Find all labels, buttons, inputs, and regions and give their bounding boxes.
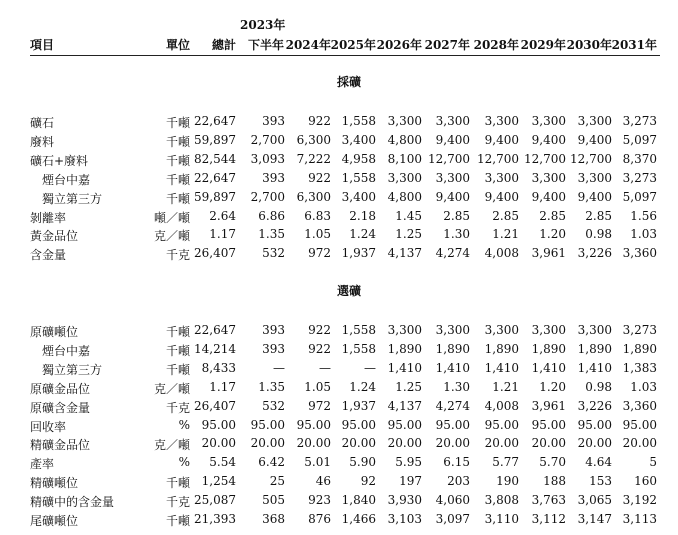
table-cell: 3,192 [622, 493, 657, 508]
table-cell: 1.56 [630, 208, 657, 223]
table-cell: 7,222 [296, 151, 331, 166]
table-cell: 26,407 [194, 246, 236, 261]
table-cell: 3,961 [531, 246, 566, 261]
table-cell: 9,400 [531, 189, 566, 204]
row-unit: 千噸 [165, 325, 190, 339]
table-cell: 46 [315, 474, 331, 489]
table-cell: 22,647 [194, 114, 236, 128]
table-cell: — [319, 360, 331, 375]
table-cell: 1.05 [304, 379, 331, 394]
header-total: 總計 [211, 38, 236, 52]
table-cell: 6.15 [443, 455, 470, 470]
table-cell: 9,400 [577, 189, 612, 204]
table-cell: 922 [308, 170, 331, 185]
row-label: 煙台中嘉 [42, 343, 91, 358]
header-year: 2027年 [424, 38, 470, 52]
section-title: 採礦 [336, 75, 361, 89]
table-cell: 1,254 [201, 474, 236, 489]
table-cell: 1,558 [341, 341, 376, 356]
table-cell: 9,400 [531, 132, 566, 147]
table-cell: 95.00 [531, 417, 566, 432]
header-year: 2028年 [473, 38, 519, 52]
table-cell: 6,300 [296, 132, 331, 147]
header-year: 2026年 [376, 38, 422, 52]
table-cell: 9,400 [435, 189, 470, 204]
table-cell: 95.00 [435, 417, 470, 432]
row-label: 獨立第三方 [42, 362, 103, 377]
table-cell: 82,544 [194, 151, 236, 166]
table-cell: 1.21 [492, 227, 519, 242]
table-cell: 532 [262, 246, 285, 261]
table-cell: 20.00 [622, 436, 657, 451]
row-unit: 千克 [165, 400, 190, 415]
table-cell: 95.00 [250, 417, 285, 432]
table-cell: 1.17 [209, 227, 236, 242]
table-cell: 153 [589, 474, 612, 489]
table-cell: 6.86 [258, 208, 285, 223]
table-cell: 1.20 [539, 227, 566, 242]
header-year-prefix: 2023年 [240, 18, 286, 32]
table-cell: 6,300 [296, 189, 331, 204]
row-label: 尾礦噸位 [30, 514, 79, 528]
row-label: 回收率 [30, 419, 67, 434]
table-cell: 4,008 [484, 246, 519, 261]
table-cell: 1.25 [395, 379, 422, 394]
table-cell: 20.00 [201, 436, 236, 451]
table-cell: 3,273 [622, 323, 657, 337]
table-cell: 59,897 [194, 189, 236, 204]
row-unit: 千噸 [165, 514, 190, 528]
table-cell: 1,937 [341, 246, 376, 261]
table-cell: 3,300 [577, 114, 612, 128]
row-unit: 克／噸 [153, 229, 190, 244]
row-label: 煙台中嘉 [42, 172, 91, 187]
header-item: 項目 [30, 38, 55, 52]
row-unit: 千噸 [165, 343, 190, 358]
table-cell: 3,300 [531, 114, 566, 128]
table-cell: 3,113 [622, 512, 657, 526]
table-cell: 3,300 [531, 323, 566, 337]
table-cell: 3,300 [435, 114, 470, 128]
table-cell: 20.00 [341, 436, 376, 451]
header-year: 2025年 [330, 38, 376, 52]
table-cell: 22,647 [194, 323, 236, 337]
table-cell: 12,700 [477, 151, 519, 166]
row-label: 精礦中的含金量 [30, 495, 115, 510]
table-cell: 5.70 [539, 455, 566, 470]
table-cell: 972 [308, 398, 331, 413]
table-cell: 3,808 [484, 493, 519, 508]
row-unit: 噸／噸 [153, 210, 190, 225]
table-cell: 6.42 [258, 455, 285, 470]
table-cell: 22,647 [194, 170, 236, 185]
row-unit: 千噸 [165, 153, 190, 168]
table-cell: 26,407 [194, 398, 236, 413]
table-cell: 1,410 [435, 360, 470, 375]
table-cell: 1.25 [395, 227, 422, 242]
table-cell: 1,890 [531, 341, 566, 356]
table-cell: 1.05 [304, 227, 331, 242]
row-label: 產率 [30, 457, 55, 472]
table-cell: 3,300 [484, 114, 519, 128]
row-label: 含金量 [30, 248, 67, 263]
table-cell: 4,958 [341, 151, 376, 166]
table-cell: 4,800 [387, 189, 422, 204]
table-cell: 3,097 [435, 512, 470, 526]
table-cell: 3,300 [435, 323, 470, 337]
table-cell: 3,273 [622, 114, 657, 128]
table-cell: 5,097 [622, 132, 657, 147]
table-cell: 1,890 [387, 341, 422, 356]
table-cell: 1.21 [492, 379, 519, 394]
table-cell: 20.00 [296, 436, 331, 451]
table-cell: 3,930 [387, 493, 422, 508]
table-cell: 5.54 [209, 455, 236, 470]
row-unit: 千噸 [165, 134, 190, 149]
table-cell: 3,961 [531, 398, 566, 413]
row-label: 原礦噸位 [30, 325, 79, 339]
table-cell: 5.77 [492, 455, 519, 470]
table-cell: 5.95 [395, 455, 422, 470]
table-cell: 203 [447, 474, 470, 489]
table-cell: 3,103 [387, 512, 422, 526]
table-cell: 12,700 [428, 151, 470, 166]
table-cell: 1,890 [622, 341, 657, 356]
table-cell: 92 [360, 474, 376, 489]
table-cell: 1.30 [443, 379, 470, 394]
row-label: 獨立第三方 [42, 191, 103, 206]
table-cell: — [273, 360, 285, 375]
table-cell: 25 [269, 474, 285, 489]
row-label: 原礦金品位 [30, 381, 91, 396]
table-cell: 4.64 [585, 455, 612, 470]
section-title: 選礦 [336, 284, 361, 298]
table-cell: 1,410 [484, 360, 519, 375]
row-unit: 千噸 [165, 476, 190, 491]
table-cell: 4,060 [435, 493, 470, 508]
table-cell: 505 [262, 493, 285, 508]
table-cell: 95.00 [341, 417, 376, 432]
table-cell: 393 [262, 323, 285, 337]
table-cell: 1.03 [630, 227, 657, 242]
table-cell: 2,700 [250, 189, 285, 204]
table-cell: 1,890 [577, 341, 612, 356]
table-cell: 1.17 [209, 379, 236, 394]
table-cell: 95.00 [622, 417, 657, 432]
table-cell: 9,400 [484, 132, 519, 147]
table-cell: 3,065 [577, 493, 612, 508]
table-cell: 3,300 [484, 323, 519, 337]
table-cell: 8,433 [201, 360, 236, 375]
table-cell: 20.00 [387, 436, 422, 451]
row-label: 原礦含金量 [30, 400, 91, 415]
row-unit: 克／噸 [153, 438, 190, 453]
table-cell: 3,273 [622, 170, 657, 185]
table-cell: 4,274 [435, 246, 470, 261]
table-cell: 3,300 [387, 170, 422, 185]
table-cell: 5,097 [622, 189, 657, 204]
table-cell: 922 [308, 341, 331, 356]
table-cell: 5 [649, 455, 657, 470]
table-cell: 393 [262, 341, 285, 356]
table-cell: 2.64 [209, 208, 236, 223]
table-cell: 188 [543, 474, 566, 489]
table-cell: 1.03 [630, 379, 657, 394]
row-unit: 千噸 [165, 116, 190, 130]
table-cell: 1.24 [349, 227, 376, 242]
table-cell: 3,300 [387, 114, 422, 128]
table-cell: 1,558 [341, 170, 376, 185]
table-cell: 5.90 [349, 455, 376, 470]
table-cell: 3,360 [622, 246, 657, 261]
table-cell: 4,137 [387, 398, 422, 413]
table-cell: 3,226 [577, 246, 612, 261]
header-year: 2024年 [285, 38, 331, 52]
table-cell: 1,558 [341, 323, 376, 337]
table-cell: 14,214 [194, 341, 236, 356]
table-cell: 3,360 [622, 398, 657, 413]
table-cell: 9,400 [484, 189, 519, 204]
table-cell: 3,400 [341, 189, 376, 204]
row-label: 精礦噸位 [30, 476, 79, 491]
table-cell: 3,300 [387, 323, 422, 337]
header-2023: 下半年 [247, 38, 284, 52]
row-unit: 千克 [165, 248, 190, 263]
row-label: 廢料 [30, 134, 55, 149]
table-cell: 197 [399, 474, 422, 489]
row-unit: 千噸 [165, 191, 190, 206]
table-cell: 20.00 [484, 436, 519, 451]
table-cell: 1.24 [349, 379, 376, 394]
table-cell: 1.45 [395, 208, 422, 223]
table-cell: 95.00 [296, 417, 331, 432]
table-cell: 4,800 [387, 132, 422, 147]
table-cell: 4,137 [387, 246, 422, 261]
table-cell: 3,112 [531, 512, 566, 526]
table-cell: 20.00 [531, 436, 566, 451]
table-cell: 972 [308, 246, 331, 261]
row-label: 礦石+廢料 [30, 153, 89, 168]
table-cell: 3,147 [577, 512, 612, 526]
table-cell: 3,300 [531, 170, 566, 185]
table-cell: 3,400 [341, 132, 376, 147]
table-cell: 95.00 [201, 417, 236, 432]
row-label: 礦石 [30, 116, 55, 130]
table-cell: 923 [308, 493, 331, 508]
header-unit: 單位 [165, 38, 190, 52]
row-unit: % [178, 455, 190, 470]
table-cell: 20.00 [577, 436, 612, 451]
table-cell: — [364, 360, 376, 375]
table-cell: 2.85 [443, 208, 470, 223]
row-label: 精礦金品位 [30, 438, 91, 453]
table-cell: 3,300 [577, 170, 612, 185]
row-unit: 千噸 [165, 362, 190, 377]
table-cell: 25,087 [194, 493, 236, 508]
table-cell: 1,410 [387, 360, 422, 375]
table-cell: 922 [308, 323, 331, 337]
table-cell: 0.98 [585, 379, 612, 394]
table-cell: 1.35 [258, 379, 285, 394]
table-cell: 3,226 [577, 398, 612, 413]
table-cell: 1,410 [531, 360, 566, 375]
table-cell: 1,890 [484, 341, 519, 356]
table-cell: 6.83 [304, 208, 331, 223]
table-cell: 1.35 [258, 227, 285, 242]
table-cell: 3,110 [484, 512, 519, 526]
table-cell: 1.30 [443, 227, 470, 242]
row-label: 黃金品位 [30, 229, 79, 244]
table-cell: 2,700 [250, 132, 285, 147]
table-cell: 95.00 [577, 417, 612, 432]
table-cell: 9,400 [435, 132, 470, 147]
table-cell: 2.85 [585, 208, 612, 223]
table-cell: 59,897 [194, 132, 236, 147]
table-cell: 2.85 [539, 208, 566, 223]
table-cell: 95.00 [484, 417, 519, 432]
table-cell: 3,300 [577, 323, 612, 337]
table-cell: 3,093 [250, 151, 285, 166]
table-cell: 12,700 [570, 151, 612, 166]
table-cell: 2.85 [492, 208, 519, 223]
table-cell: 1,410 [577, 360, 612, 375]
table-cell: 393 [262, 114, 285, 128]
table-cell: 876 [308, 512, 331, 526]
table-cell: 3,300 [435, 170, 470, 185]
table-cell: 922 [308, 114, 331, 128]
table-cell: 368 [262, 512, 285, 526]
table-cell: 8,100 [387, 151, 422, 166]
table-cell: 1.20 [539, 379, 566, 394]
header-year: 2031年 [611, 38, 657, 52]
table-cell: 3,763 [531, 493, 566, 508]
table-cell: 160 [634, 474, 657, 489]
table-cell: 190 [496, 474, 519, 489]
row-label: 剝離率 [30, 210, 67, 225]
table-cell: 1,937 [341, 398, 376, 413]
table-cell: 1,466 [341, 512, 376, 526]
table-cell: 393 [262, 170, 285, 185]
row-unit: % [178, 417, 190, 432]
table-cell: 5.01 [304, 455, 331, 470]
table-cell: 0.98 [585, 227, 612, 242]
table-cell: 532 [262, 398, 285, 413]
table-cell: 4,274 [435, 398, 470, 413]
row-unit: 克／噸 [153, 381, 190, 396]
table-cell: 8,370 [622, 151, 657, 166]
table-cell: 20.00 [435, 436, 470, 451]
table-cell: 21,393 [194, 512, 236, 526]
table-cell: 1,558 [341, 114, 376, 128]
table-cell: 95.00 [387, 417, 422, 432]
row-unit: 千克 [165, 495, 190, 510]
header-year: 2029年 [520, 38, 566, 52]
row-unit: 千噸 [165, 172, 190, 187]
table-cell: 2.18 [349, 208, 376, 223]
table-cell: 1,840 [341, 493, 376, 508]
table-cell: 1,890 [435, 341, 470, 356]
table-cell: 20.00 [250, 436, 285, 451]
table-cell: 1,383 [622, 360, 657, 375]
header-rule [30, 55, 660, 56]
table-cell: 4,008 [484, 398, 519, 413]
header-year: 2030年 [566, 38, 612, 52]
table-cell: 12,700 [524, 151, 566, 166]
table-cell: 9,400 [577, 132, 612, 147]
table-cell: 3,300 [484, 170, 519, 185]
